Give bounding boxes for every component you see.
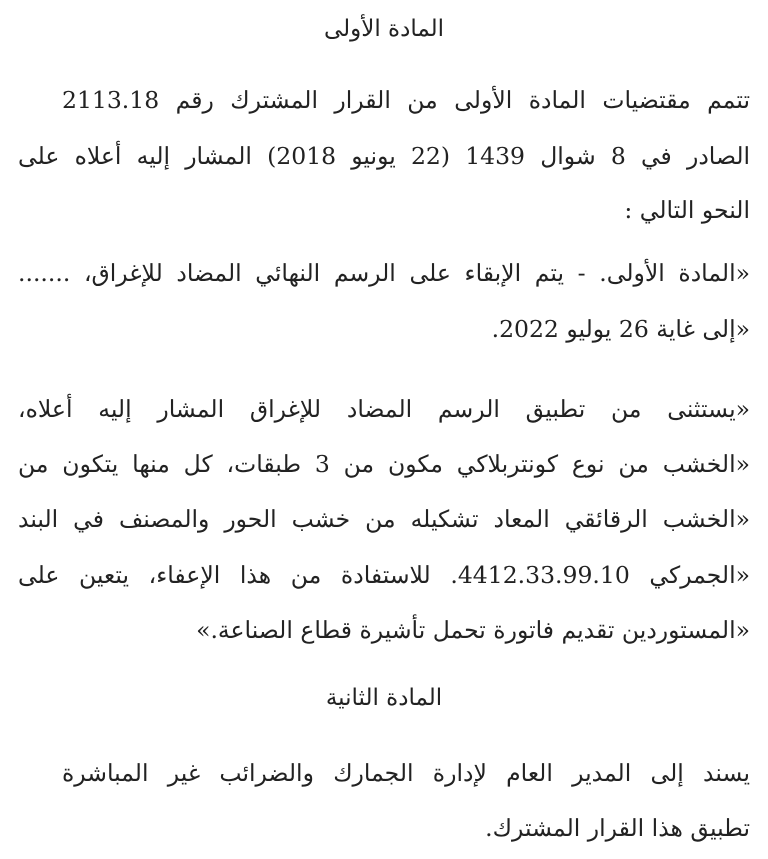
article-1-heading: المادة الأولى [323, 16, 445, 42]
article-1-paragraph-3-line-3: «الخشب الرقائقي المعاد تشكيله من خشب الحور والمصنف في البند [18, 505, 750, 533]
article-2-heading: المادة الثانية [325, 685, 443, 711]
article-1-paragraph-3-line-4: «الجمركي 4412.33.99.10. للاستفادة من هذا الإعفاء، يتعين على [18, 561, 750, 589]
article-1-paragraph-3-line-2: «الخشب من نوع كونتربلاكي مكون من 3 طبقات، كل منها يتكون من [18, 450, 750, 478]
article-1-paragraph-1-line-3: النحو التالي : [624, 196, 750, 224]
article-2-paragraph-1-line-2: تطبيق هذا القرار المشترك. [485, 814, 750, 842]
article-1-paragraph-1-line-2: الصادر في 8 شوال 1439 (22 يونيو 2018) المشار إليه أعلاه على [18, 142, 751, 170]
article-2-paragraph-1-line-1: يسند إلى المدير العام لإدارة الجمارك والضرائب غير المباشرة [62, 759, 750, 787]
article-1-paragraph-3-line-5: «المستوردين تقديم فاتورة تحمل تأشيرة قطاع الصناعة.» [196, 616, 750, 644]
article-1-paragraph-1-line-1: تتمم مقتضيات المادة الأولى من القرار المشترك رقم 2113.18 [62, 86, 750, 114]
article-1-paragraph-2-line-2: «إلى غاية 26 يوليو 2022. [491, 315, 750, 343]
article-1-paragraph-2-line-1: «المادة الأولى. - يتم الإبقاء على الرسم النهائي المضاد للإغراق، ....... [18, 259, 750, 287]
article-1-paragraph-3-line-1: «يستثنى من تطبيق الرسم المضاد للإغراق المشار إليه أعلاه، [18, 395, 750, 423]
